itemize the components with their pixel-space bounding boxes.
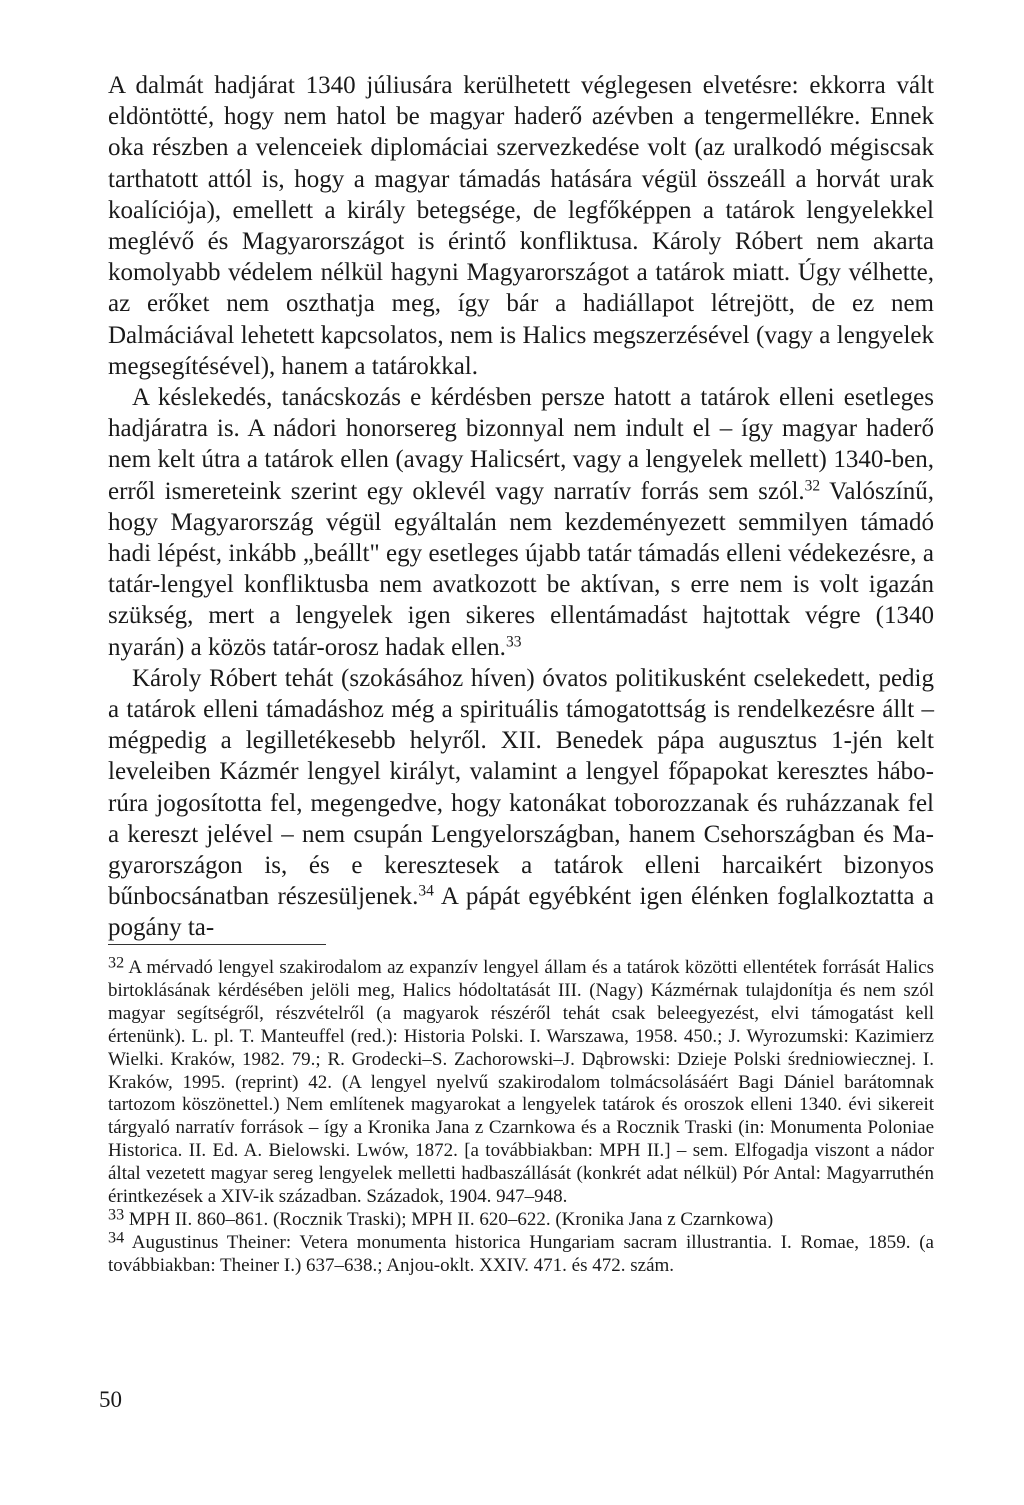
footnote-32 <box>108 954 934 1209</box>
footnote-text-34: Augustinus Theiner: Vetera monumenta historica Hungariam sacram illustrantia. I. Romae, 1859. (a továbbiakban: Theiner I.) 637–638.; Anjou-oklt. XXIV. 471. és 472. szám. <box>108 1231 934 1276</box>
footnote-number-32: 32 <box>108 954 125 972</box>
paragraph-3-text-b: A pápát egyébként igen élénken foglalkoztatta a pogány ta- <box>108 883 935 942</box>
footnotes <box>108 954 934 1278</box>
body-text <box>108 70 934 944</box>
footnote-ref-32: 32 <box>804 477 821 495</box>
paragraph-1 <box>108 70 934 382</box>
footnote-ref-34: 34 <box>418 882 434 900</box>
paragraph-2 <box>108 382 934 663</box>
footnote-34 <box>108 1229 934 1278</box>
page-number: 50 <box>99 1387 122 1412</box>
paragraph-1-text: A dalmát hadjárat 1340 júliusára kerülhetett véglegesen elvetésre: ekkorra vált eldöntötté, hogy nem hatol be magyar haderő azévben a tengermellékre. Ennek oka részben a velenceiek diplomáciai szervezkedése volt (az uralkodó mégiscsak tarthatott attól is, hogy a magyar támadás hatására végül összeáll a horvát urak koalíciója), emellett a király betegsége, de legfőképpen a tatárok lengyelekkel meglévő és Magyarországot is érintő konfliktusa. Károly Róbert nem akarta komolyabb védelem nélkül hagyni Magyarországot a tatárok miatt. Úgy vélhette, az erőket nem oszthatja meg, így bár a hadiállapot létrejött, de ez nem Dalmáciával lehetett kapcsolatos, nem is Halics megszerzésével (vagy a lengyelek megsegítésével), hanem a tatárokkal. <box>108 72 934 380</box>
footnote-number-34: 34 <box>108 1229 125 1247</box>
paragraph-3 <box>108 663 934 944</box>
footnote-text-32: A mérvadó lengyel szakirodalom az expanzív lengyel állam és a tatárok közötti ellentétek forrását Halics birtoklásának kérdésében jelöli meg, Halics hódoltatását III. (Nagy) Kázmérnak tulajdonítja és nem szól magyar segítségről, részvételről (a magyarok részéről tehát csak beleegyezést, elvi támogatást kell értenünk). L. pl. T. Manteuffel (red.): Historia Polski. I. Warszawa, 1958. 450.; J. Wyrozumski: Kazimierz Wielki. Kraków, 1982. 79.; R. Grodecki–S. Zachorowski–J. Dąbrowski: Dzieje Polski średniowiecznej. I. Kraków, 1995. (reprint) 42. (A lengyel nyelvű szakirodalom tolmácsolásáért Bagi Dániel barátomnak tartozom köszönettel.) Nem említenek magyarokat a lengyelek tatárok és oroszok elleni 1340. évi sikereit tárgyaló narratív források – így a Kronika Jana z Czarnkowa és a Rocznik Traski (in: Monumenta Poloniae Historica. II. Ed. A. Bielowski. Lwów, 1872. [a továbbiakban: MPH II.] – sem. Elfogadja viszont a nádor által vezetett magyar sereg lengyelek melletti hadbaszállását (konkrét adat nélkül) Pór Antal: Magyarruthén érintkezések a XIV-ik században. Századok, 1904. 947–948. <box>108 957 934 1208</box>
footnote-33 <box>108 1206 934 1232</box>
footnote-divider <box>108 944 326 945</box>
paragraph-2-text-b: Valószínű, hogy Magyarország végül egyáltalán nem kezdeményezett semmilyen támadó hadi lépést, inkább „beállt" egy esetleges újabb tatár támadás elleni védekezésre, a tatár-lengyel konfliktusba nem avatkozott be aktívan, s erre nem is volt igazán szükség, mert a lengyelek igen sikeres ellentámadást hajtottak végre (1340 nyarán) a közös tatár-orosz hadak ellen. <box>108 477 934 661</box>
footnote-ref-33: 33 <box>505 633 522 651</box>
paragraph-3-text-a: Károly Róbert tehát (szokásához híven) óvatos politikusként cselekedett, pedig a tatárok elleni támadáshoz még a spirituális támogatottság is rendelkezésre állt – mégpedig a legilletékesebb helyről. XII. Benedek pápa augusztus 1-jén kelt leveleiben Kázmér lengyel királyt, valamint a lengyel főpapokat keresztes háborúra jogosította fel, megengedve, hogy katonákat toborozzanak és ruházzanak fel a kereszt jelével – nem csupán Lengyelországban, hanem Csehországban és Magyarországon is, és e keresztesek a tatárok elleni harcaikért bizonyos bűnbocsánatban részesüljenek. <box>108 664 934 911</box>
paragraph-2-text-a: A késlekedés, tanácskozás e kérdésben persze hatott a tatárok elleni esetleges hadjáratra is. A nádori honorsereg bizonnyal nem indult el – így magyar haderő nem kelt útra a tatárok ellen (avagy Halicsért, vagy a lengyelek mellett) 1340-ben, erről ismereteink szerint egy oklevél vagy narratív forrás sem szól. <box>108 384 934 505</box>
footnote-number-33: 33 <box>108 1206 125 1224</box>
footnote-text-33: MPH II. 860–861. (Rocznik Traski); MPH II. 620–622. (Kronika Jana z Czarnkowa) <box>124 1208 774 1230</box>
